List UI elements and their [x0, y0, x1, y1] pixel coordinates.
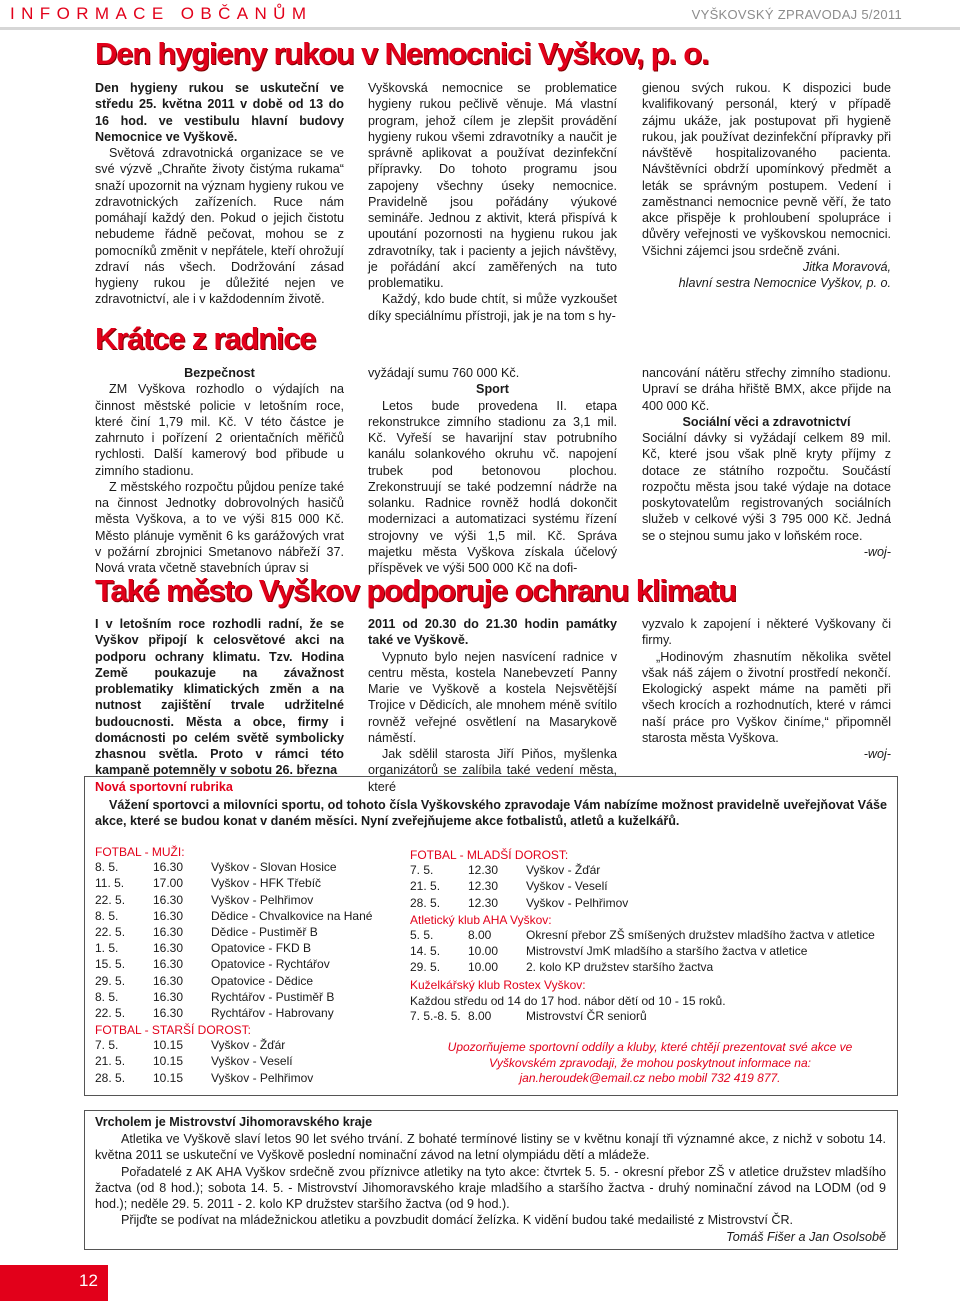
row-time: 8.00: [468, 1008, 492, 1023]
athletics-heading: Vrcholem je Mistrovství Jihomoravského kraje: [95, 1115, 373, 1129]
row-time: 16.30: [153, 892, 184, 907]
row-time: 16.30: [153, 941, 184, 956]
article1-p2: Světová zdravotnická organizace se ve své výzvě „Chraňte životy čistýma rukama“ snaží upozornit na význam hygieny rukou ve zdravotnických zařízeních. Ruce nám pomáhají každý den. Pokud o jejich čistotu nebudeme řádně pečovat, mohou se z pomocníků změnit v nepřátele, kteří ohrožují zdraví nás všech. Dodržování zásad hygieny rukou je důležité nejen ve zdravotnictví, ale i v každodenním životě.: [95, 146, 344, 307]
schedule-table: [410, 928, 875, 977]
article3-col2-p2: Jak sdělil starosta Jiří Piňos, myšlenka organizátorů se zalíbila také vedení města, které: [368, 747, 617, 794]
sport-heading: Nová sportovní rubrika: [95, 780, 233, 794]
notice-contact[interactable]: jan.heroudek@email.cz nebo mobil 732 419 877.: [519, 1071, 781, 1085]
row-date: 21. 5.: [410, 879, 441, 894]
row-date: 29. 5.: [410, 960, 441, 975]
table-row: [95, 876, 372, 892]
table-row: [410, 896, 628, 912]
table-row: [95, 1054, 313, 1070]
row-date: 22. 5.: [95, 1005, 126, 1020]
issue-label: VYŠKOVSKÝ ZPRAVODAJ 5/2011: [691, 7, 902, 22]
table-row: [95, 909, 372, 925]
article3-col3: [642, 616, 891, 762]
row-date: 15. 5.: [95, 957, 126, 972]
table-row: [95, 1038, 313, 1054]
article2-col2-p2: Letos bude provedena II. etapa rekonstrukce zimního stadionu za 3,1 mil. Kč. Vyřeší se havarijní stav potrubního kanálu solankového okruhu vč. napojení trubek pod betonovou plochou. Zrekonstruují se také podzemní nádrže na solanku. Radnice rovněž hodlá dokončit modernizaci a automatizaci systému řízení strojovny ve výši 1,5 mil. Kč. Správa majetku města Vyškova získala účelový příspěvek ve výši 500 000 Kč na dofi-: [368, 398, 617, 575]
article2-col1: [95, 365, 344, 576]
article1-col2-p1: Vyškovská nemocnice se problematice hygieny rukou pečlivě věnuje. Má vlastní program, jehož cílem je zlepšit provádění hygieny rukou všemi zdravotníky a naučit je správně aplikovat a používat dezinfekční přípravky. Do tohoto programu jsou zapojeny všechny úseky nemocnice. Pravidelně jsou pořádány výukové semináře. Jednou z aktivit, která přispívá k upoutání pozornosti na hygienu rukou jak zdravotníky, tak i pacienty a jejich návštěvy, je pořádání akcí zaměřených na tuto problematiku.: [368, 81, 617, 290]
article3-col3-p1: vyzvalo k zapojení i některé Vyškovany či firmy.: [642, 617, 891, 648]
row-time: 16.30: [153, 860, 184, 875]
article2-col3: [642, 365, 891, 560]
row-event: Vyškov - Pelhřimov: [526, 895, 629, 910]
row-date: 22. 5.: [95, 924, 126, 939]
sport-left-column: [95, 844, 395, 1087]
row-date: 8. 5.: [95, 908, 119, 923]
table-row: [410, 863, 628, 879]
article2-sig: -woj-: [863, 544, 891, 559]
article2-col3-p1: nancování nátěru střechy zimního stadionu. Upraví se dráha hřiště BMX, akce přijde na 400 000 Kč.: [642, 366, 891, 413]
row-event: Vyškov - Veselí: [526, 879, 608, 894]
row-date: 22. 5.: [95, 892, 126, 907]
table-row: [95, 1006, 372, 1022]
article2-sub-bezpecnost: Bezpečnost: [184, 366, 255, 380]
article3-title: Také město Vyškov podporuje ochranu klimatu: [95, 573, 736, 608]
row-date: 14. 5.: [410, 944, 441, 959]
row-date: 5. 5.: [410, 927, 434, 942]
row-event: Vyškov - Žďár: [211, 1038, 286, 1053]
athletics-p3: Přijďte se podívat na mládežnickou atletiku a povzbudit domácí želízka. K vidění budou také medailisté z Mistrovství ČR.: [121, 1213, 794, 1228]
article3-col2-p: Vypnuto bylo nejen nasvícení radnice v centru města, kostela Nanebevzetí Panny Marie ve Vyškově a kostela Nejsvětější Trojice v Dědicích, ale mnohem méně svítilo rovněž veřejné osvětlení na Masarykově náměstí.: [368, 649, 617, 745]
article3-col3-p2: „Hodinovým zhasnutím několika světel však náš zájem o životní prostředí nekončí. Ekologický aspekt máme na paměti při všech krocích a rozhodnutích, které v rámci naší práce pro Vyškov činíme,“ připomněl starosta města Vyškova.: [642, 649, 891, 745]
row-date: 21. 5.: [95, 1054, 126, 1069]
table-row: [95, 925, 372, 941]
article2-col1-p2: Z městského rozpočtu půjdou peníze také na činnost Jednotky dobrovolných hasičů města Vyškova, a to ve výši 815 000 Kč. Město plánuje vyměnit 6 ks garážových vrat v požární zbrojnici Smetanovo nábřeží 37. Nová vrata včetně stavebních úprav si: [95, 479, 344, 575]
article2-col1-p1: ZM Vyškova rozhodlo o výdajích na činnost městské policie v letošním roce, které činí 1,79 mil. Kč. V této částce je zahrnuto i pořízení 2 orientačních měřičů rychlosti. Další kamerový bod přibude u zimního stadionu.: [95, 382, 344, 478]
row-date: 7. 5.: [410, 863, 434, 878]
article1-col1: [95, 80, 344, 308]
article1-col3-p1: gienou svých rukou. K dispozici bude kvalifikovaný personál, který v případě zájmu ukáže, jak postupovat při hygieně rukou, jak používat dezinfekční přípravky při návštěvě hospitalizovaného pacienta. Návštěvníci obdrží upomínkový předmět a leták se správným postupem. Vedení i zaměstnanci nemocnice pevně věří, že tato akce přispěje k prohloubení spolupráce i důvěry veřejnosti ve vyškovskou nemocnici. Všichni zájemci jsou srdečně zváni.: [642, 81, 891, 258]
row-event: Vyškov - Pelhřimov: [211, 892, 314, 907]
article2-col3-p2: Sociální dávky si vyžádají celkem 89 mil. Kč, které jsou však plně kryty příjmy z dotace ze státního rozpočtu. Součástí rozpočtu města jsou také výdaje na dotace poskytovatelům registrovaných sociálních služeb v celkové výši 3 795 000 Kč. Jedná se o stejnou sumu jako v loňském roce.: [642, 431, 891, 543]
article2-title: Krátce z radnice: [95, 321, 316, 356]
row-time: 8.00: [468, 927, 492, 942]
article1-title: Den hygieny rukou v Nemocnici Vyškov, p. o.: [95, 36, 709, 71]
article3-sig: -woj-: [863, 747, 891, 761]
row-event: Vyškov - Veselí: [211, 1054, 293, 1069]
schedule-table: [95, 1038, 313, 1087]
row-date: 1. 5.: [95, 941, 119, 956]
row-time: 17.00: [153, 876, 184, 891]
row-time: 10.15: [153, 1070, 184, 1085]
table-row: [95, 893, 372, 909]
table-row: [410, 1009, 647, 1025]
article1-sig-name: Jitka Moravová,: [802, 259, 891, 274]
row-event: Vyškov - HFK Třebíč: [211, 876, 322, 891]
schedule-group-title: FOTBAL - STARŠÍ DOROST:: [95, 1023, 252, 1038]
table-row: [95, 941, 372, 957]
row-event: Vyškov - Slovan Hosice: [211, 860, 337, 875]
row-time: 16.30: [153, 908, 184, 923]
row-date: 28. 5.: [410, 895, 441, 910]
row-time: 10.00: [468, 960, 499, 975]
row-time: 10.15: [153, 1054, 184, 1069]
row-time: 12.30: [468, 895, 499, 910]
row-event: Rychtářov - Pustiměř B: [211, 989, 335, 1004]
kuzel-line: Každou středu od 14 do 17 hod. nábor dětí od 10 - 15 roků.: [410, 993, 726, 1008]
section-label: INFORMACE OBČANŮM: [10, 4, 313, 23]
row-time: 10.15: [153, 1038, 184, 1053]
kuzel-table: [410, 1009, 647, 1025]
notice-line-1: Upozorňujeme sportovní oddíly a kluby, které chtějí prezentovat své akce ve: [447, 1040, 853, 1054]
row-event: Opatovice - FKD B: [211, 941, 312, 956]
article3-col1-bold: I v letošním roce rozhodli radní, že se Vyškov připojí k celosvětové akci na podporu ochrany klimatu. Tzv. Hodina Země poukazuje na závažnost problematiky klimatických změn a na nutnost zajištění trvale udržitelné budoucnosti. Města a obce, firmy i domácnosti po celém světě symbolicky zhasnou světla. Proto v rámci této kampaně potemněly v sobotu 26. března: [95, 617, 344, 778]
table-row: [95, 957, 372, 973]
row-date: 7. 5.: [95, 1038, 119, 1053]
table-row: [95, 990, 372, 1006]
table-row: [410, 944, 875, 960]
row-event: Opatovice - Rychtářov: [211, 957, 330, 972]
table-row: [410, 960, 875, 976]
row-event: Rychtářov - Habrovany: [211, 1005, 334, 1020]
row-event: Mistrovství ČR seniorů: [526, 1008, 647, 1023]
article3-col1: [95, 616, 344, 779]
row-time: 12.30: [468, 863, 499, 878]
article2-sub-social: Sociální věci a zdravotnictví: [682, 414, 851, 429]
row-date: 29. 5.: [95, 973, 126, 988]
article1-col3: [642, 80, 891, 291]
row-date: 11. 5.: [95, 876, 125, 891]
schedule-group-title: FOTBAL - MUŽI:: [95, 845, 185, 859]
row-time: 16.30: [153, 989, 184, 1004]
row-event: Okresní přebor ZŠ smíšených družstev mladšího žactva v atletice: [526, 927, 875, 942]
notice-line-2: Vyškovském zpravodaji, že mohou poskytnout informace na:: [489, 1055, 811, 1070]
athletics-p2: Pořadatelé z AK AHA Vyškov srdečně zvou příznivce atletiky na tyto akce: čtvrtek 5. 5. - okresní přebor ZŠ v atletice družstev mladšího žactva (od 8 hod.); sobota 14. 5. - Mistrovství Jihomoravského kraje mladšího a staršího žactva - druhý nominační závod na LODM (od 9 hod.); neděle 29. 5. 2011 - 2. kolo KP družstev staršího žactva (od 9 hod.).: [95, 1164, 886, 1211]
sport-intro: Vážení sportovci a milovníci sportu, od tohoto čísla Vyškovského zpravodaje Vám nabízíme možnost pravidelně uveřejňovat Váše akce, které se budou konat v daném měsíci. Nyní zveřejňujeme akce fotbalistů, atletů a kuželkářů.: [95, 798, 887, 829]
article2-col2: [368, 365, 617, 576]
row-date: 8. 5.: [95, 989, 119, 1004]
article3-col2: [368, 616, 617, 795]
row-event: Dědice - Pustiměř B: [211, 924, 318, 939]
row-event: Vyškov - Žďár: [526, 863, 601, 878]
article2-col2-p1: vyžádají sumu 760 000 Kč.: [368, 366, 520, 380]
table-row: [95, 974, 372, 990]
row-time: 16.30: [153, 957, 184, 972]
article1-col2: [368, 80, 617, 324]
kuzel-title: Kuželkářský klub Rostex Vyškov:: [410, 977, 586, 992]
row-time: 16.30: [153, 924, 184, 939]
table-row: [95, 1071, 313, 1087]
schedule-group-title: Atletický klub AHA Vyškov:: [410, 912, 552, 927]
schedule-group-title: FOTBAL - MLADŠÍ DOROST:: [410, 848, 569, 862]
row-time: 16.30: [153, 973, 184, 988]
athletics-p1: Atletika ve Vyškově slaví letos 90 let svého trvání. Z bohaté termínové listiny se v květnu konají tři významné akce, z nichž v sobotu 14. května 2011 se uskuteční ve Vyškově poslední nominační závod na letní olympiádu dětí a mládeže.: [95, 1132, 886, 1163]
article1-lead: Den hygieny rukou se uskuteční ve středu 25. května 2011 v době od 13 do 16 hod. ve vestibulu hlavní budovy Nemocnice ve Vyškově.: [95, 81, 344, 144]
row-event: Dědice - Chvalkovice na Hané: [211, 908, 373, 923]
schedule-table: [410, 863, 628, 912]
row-event: Mistrovství JmK mladšího a staršího žactva v atletice: [526, 944, 808, 959]
article3-col2-bold: 2011 od 20.30 do 21.30 hodin památky také ve Vyškově.: [368, 617, 617, 648]
header-rule: [0, 27, 960, 30]
row-event: 2. kolo KP družstev staršího žactva: [526, 960, 714, 975]
athletics-sig: Tomáš Fišer a Jan Osolsobě: [726, 1229, 886, 1244]
sport-right-column: [410, 847, 890, 1025]
row-time: 12.30: [468, 879, 499, 894]
schedule-table: [95, 860, 372, 1022]
row-date: 7. 5.-8. 5.: [410, 1008, 461, 1023]
table-row: [95, 860, 372, 876]
athletics-body: [95, 1131, 886, 1245]
row-date: 8. 5.: [95, 860, 119, 875]
row-time: 10.00: [468, 944, 499, 959]
row-time: 16.30: [153, 1005, 184, 1020]
row-event: Vyškov - Pelhřimov: [211, 1070, 314, 1085]
article2-sub-sport: Sport: [476, 382, 509, 397]
page-number: 12: [79, 1271, 98, 1290]
article1-col2-p2: Každý, kdo bude chtít, si může vyzkoušet díky speciálnímu přístroji, jak je na tom s hy-: [368, 292, 617, 323]
row-date: 28. 5.: [95, 1070, 126, 1085]
article1-sig-role: hlavní sestra Nemocnice Vyškov, p. o.: [678, 276, 891, 290]
row-event: Opatovice - Dědice: [211, 973, 314, 988]
sport-notice: [410, 1040, 890, 1087]
table-row: [410, 928, 875, 944]
table-row: [410, 879, 628, 895]
